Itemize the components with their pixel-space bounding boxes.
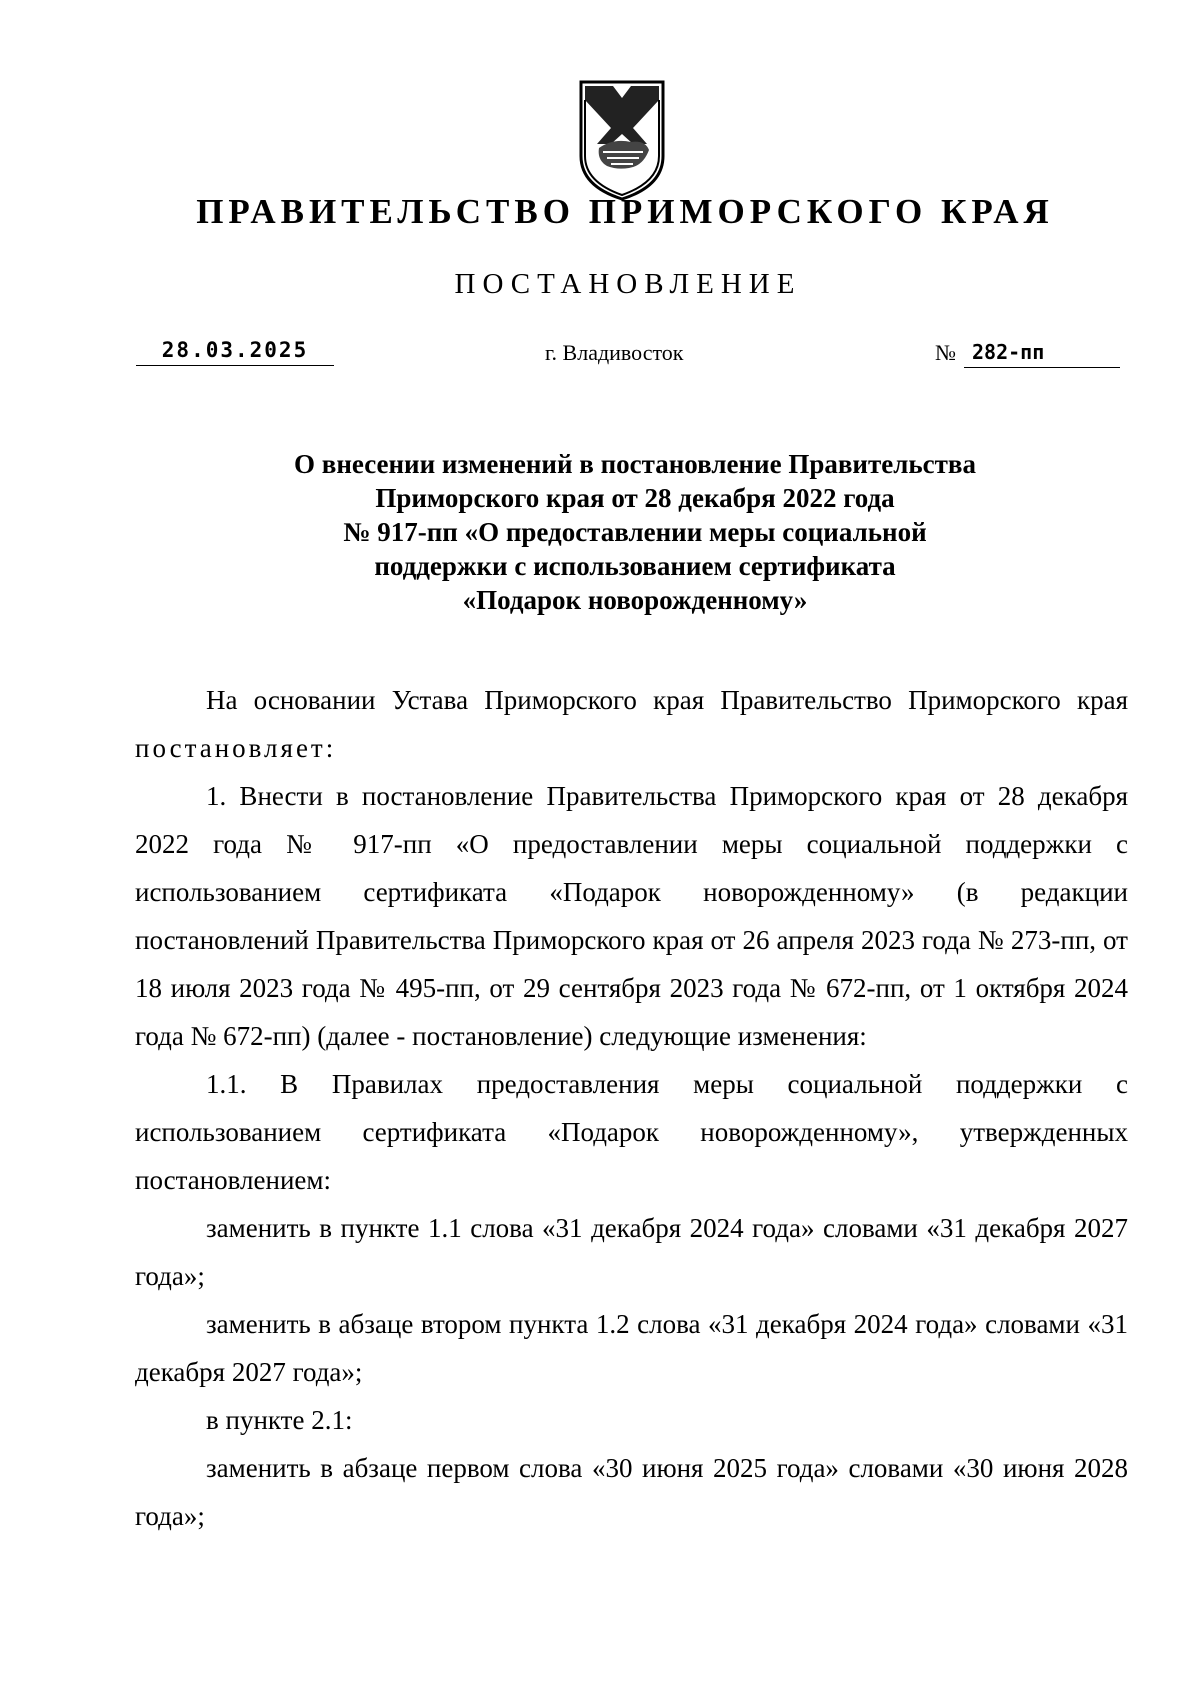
- heading-line: Приморского края от 28 декабря 2022 года: [375, 483, 895, 513]
- preamble-verb: постановляет:: [135, 733, 337, 763]
- document-type: ПОСТАНОВЛЕНИЕ: [454, 268, 802, 300]
- preamble-text: На основании Устава Приморского края Правительство Приморского края: [206, 685, 1128, 715]
- document-body: [135, 676, 1128, 1540]
- document-heading: [200, 447, 1070, 617]
- point-2-1-paragraph: в пункте 2.1:: [206, 1405, 353, 1435]
- change-3-paragraph: заменить в абзаце первом слова «30 июня 2025 года» словами «30 июня 2028 года»;: [135, 1453, 1128, 1531]
- heading-line: № 917-пп «О предоставлении меры социальной: [343, 517, 927, 547]
- change-2-paragraph: заменить в абзаце втором пункта 1.2 слова «31 декабря 2024 года» словами «31 декабря 2027 года»;: [135, 1309, 1128, 1387]
- document-number-label: №: [935, 340, 956, 365]
- heading-line: поддержки с использованием сертификата: [374, 551, 896, 581]
- document-city: г. Владивосток: [545, 340, 684, 365]
- change-1-paragraph: заменить в пункте 1.1 слова «31 декабря 2024 года» словами «31 декабря 2027 года»;: [135, 1213, 1128, 1291]
- item-1-1-paragraph: 1.1. В Правилах предоставления меры социальной поддержки с использованием сертификата «Подарок новорожденному», утвержденных постановлением:: [135, 1069, 1128, 1195]
- government-title: ПРАВИТЕЛЬСТВО ПРИМОРСКОГО КРАЯ: [196, 192, 1054, 231]
- document-date: 28.03.2025: [136, 338, 334, 366]
- preamble-paragraph: [135, 676, 1128, 772]
- item-1-paragraph: 1. Внести в постановление Правительства Приморского края от 28 декабря 2022 года № 917-пп «О предоставлении меры социальной поддержки с использованием сертификата «Подарок новорожденному» (в редакции постановлений Правительства Приморского края от 26 апреля 2023 года № 273-пп, от 18 июля 2023 года № 495-пп, от 29 сентября 2023 года № 672-пп, от 1 октября 2024 года № 672-пп) (далее - постановление) следующие изменения:: [135, 781, 1128, 1051]
- document-number: 282-пп: [964, 340, 1120, 368]
- heading-line: О внесении изменений в постановление Правительства: [294, 449, 976, 479]
- coat-of-arms-icon: [573, 78, 671, 203]
- heading-line: «Подарок новорожденному»: [462, 585, 808, 615]
